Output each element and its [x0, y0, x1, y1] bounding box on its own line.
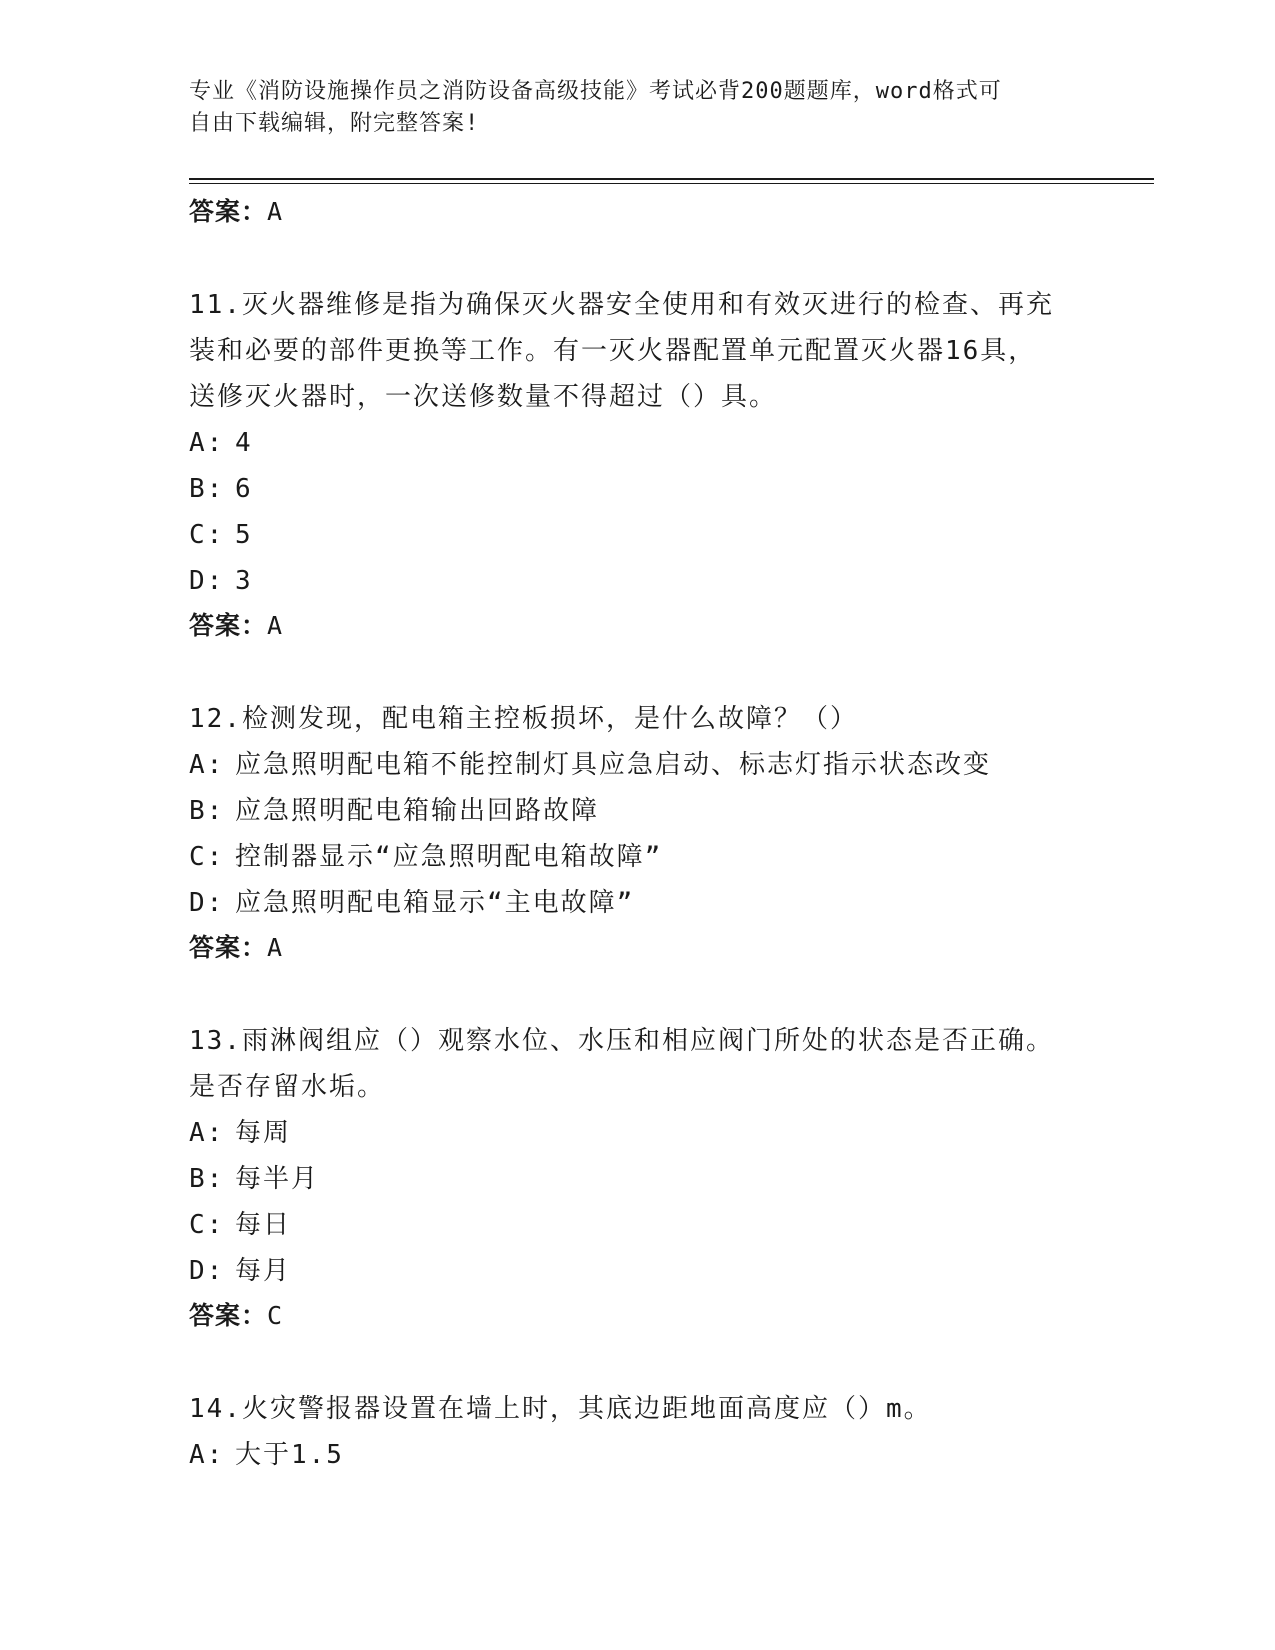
question-block-12 [189, 696, 1089, 970]
option-letter: A: [189, 750, 225, 780]
option-text: 每月 [235, 1256, 292, 1286]
option-text: 应急照明配电箱输出回路故障 [235, 796, 600, 826]
option-text: 每周 [235, 1118, 292, 1148]
answer-value: A [267, 611, 284, 640]
option-a [189, 742, 1089, 788]
option-a [189, 1110, 1089, 1156]
option-text: 3 [235, 566, 253, 596]
option-letter: C: [189, 1210, 225, 1240]
option-letter: C: [189, 520, 225, 550]
spacer [189, 1338, 1089, 1386]
option-letter: A: [189, 1440, 225, 1470]
option-letter: D: [189, 1256, 225, 1286]
option-b [189, 788, 1089, 834]
question-text-line: 14.火灾警报器设置在墙上时，其底边距地面高度应（）m。 [189, 1394, 932, 1424]
header-divider-thin [189, 183, 1154, 184]
option-text: 6 [235, 474, 253, 504]
option-letter: B: [189, 1164, 225, 1194]
question-text-line: 装和必要的部件更换等工作。有一灭火器配置单元配置灭火器16具， [189, 336, 1037, 366]
answer-label: 答案： [189, 611, 268, 640]
option-b [189, 466, 1089, 512]
question-list [189, 190, 1089, 1478]
question-text-line: 12.检测发现，配电箱主控板损坏，是什么故障？（） [189, 704, 858, 734]
question-block-14 [189, 1386, 1089, 1478]
question-text-line: 13.雨淋阀组应（）观察水位、水压和相应阀门所处的状态是否正确。 [189, 1026, 1054, 1056]
option-c [189, 512, 1089, 558]
question-block-11 [189, 282, 1089, 648]
answer-label: 答案： [189, 1301, 268, 1330]
option-b [189, 1156, 1089, 1202]
option-text: 应急照明配电箱显示“主电故障” [235, 888, 635, 918]
answer-label: 答案： [189, 197, 268, 226]
option-text: 每半月 [235, 1164, 320, 1194]
option-text: 应急照明配电箱不能控制灯具应急启动、标志灯指示状态改变 [235, 750, 992, 780]
question-block-13 [189, 1018, 1089, 1338]
spacer [189, 970, 1089, 1018]
answer-line [189, 604, 1089, 648]
option-text: 每日 [235, 1210, 292, 1240]
spacer [189, 234, 1089, 282]
answer-value: C [267, 1301, 284, 1330]
question-text-line: 11.灭火器维修是指为确保灭火器安全使用和有效灭进行的检查、再充 [189, 290, 1054, 320]
spacer [189, 648, 1089, 696]
option-text: 5 [235, 520, 253, 550]
option-text: 4 [235, 428, 253, 458]
option-text: 大于1.5 [235, 1440, 344, 1470]
option-letter: C: [189, 842, 225, 872]
option-c [189, 1202, 1089, 1248]
option-letter: A: [189, 1118, 225, 1148]
option-a [189, 1432, 1089, 1478]
answer-line [189, 926, 1089, 970]
option-c [189, 834, 1089, 880]
header-line-1: 专业《消防设施操作员之消防设备高级技能》考试必背200题题库，word格式可 [189, 79, 1002, 104]
option-letter: B: [189, 474, 225, 504]
option-letter: D: [189, 566, 225, 596]
answer-value: A [267, 197, 284, 226]
answer-line [189, 190, 1089, 234]
option-d [189, 880, 1089, 926]
question-text-line: 是否存留水垢。 [189, 1072, 386, 1102]
answer-value: A [267, 933, 284, 962]
option-text: 控制器显示“应急照明配电箱故障” [235, 842, 663, 872]
option-d [189, 1248, 1089, 1294]
answer-line [189, 1294, 1089, 1338]
answer-label: 答案： [189, 933, 268, 962]
page-header [189, 76, 1089, 140]
question-text-line: 送修灭火器时，一次送修数量不得超过（）具。 [189, 382, 778, 412]
option-letter: A: [189, 428, 225, 458]
option-a [189, 420, 1089, 466]
option-letter: B: [189, 796, 225, 826]
header-line-2: 自由下载编辑，附完整答案! [189, 111, 480, 136]
option-letter: D: [189, 888, 225, 918]
option-d [189, 558, 1089, 604]
header-divider [189, 178, 1154, 180]
